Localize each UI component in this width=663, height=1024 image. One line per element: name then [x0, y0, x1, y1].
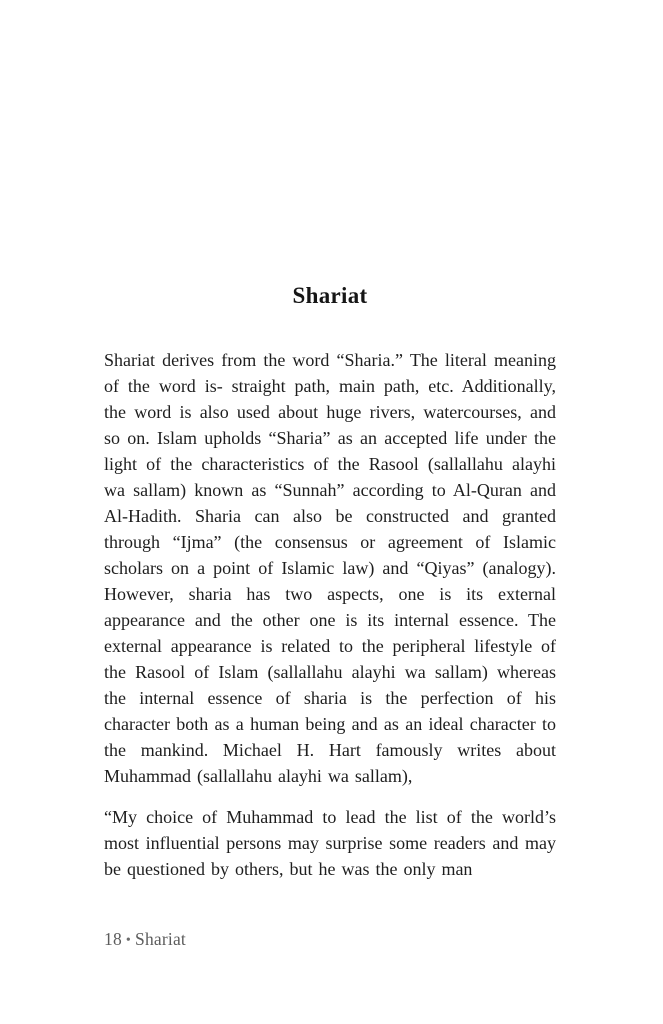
quote-paragraph: “My choice of Muhammad to lead the list of the world’s most influential persons may surprise some readers and may be questioned by others, but he was the only man: [104, 807, 556, 879]
page-number: 18: [104, 929, 122, 949]
footer-book-title: Shariat: [135, 929, 186, 949]
chapter-title: Shariat: [292, 283, 368, 308]
body-paragraph: Shariat derives from the word “Sharia.” The literal meaning of the word is- straight path, main path, etc. Additionally, the word is also used about huge rivers, watercourses, and so on. Islam upholds “Sharia” as an accepted life under the light of the characteristics of the Rasool (sallallahu alayhi wa sallam) known as “Sunnah” according to Al-Quran and Al-Hadith. Sharia can also be constructed and granted through “Ijma” (the consensus or agreement of Islamic scholars on a point of Islamic law) and “Qiyas” (analogy). However, sharia has two aspects, one is its external appearance and the other one is its internal essence. The external appearance is related to the peripheral lifestyle of the Rasool of Islam (sallallahu alayhi wa sallam) whereas the internal essence of sharia is the perfection of his character both as a human being and as an ideal character to the mankind. Michael H. Hart famously writes about Muhammad (sallallahu alayhi wa sallam),: [104, 350, 556, 786]
page-content: [104, 281, 556, 897]
page-footer: [104, 929, 186, 950]
footer-bullet-icon: •: [125, 933, 132, 948]
